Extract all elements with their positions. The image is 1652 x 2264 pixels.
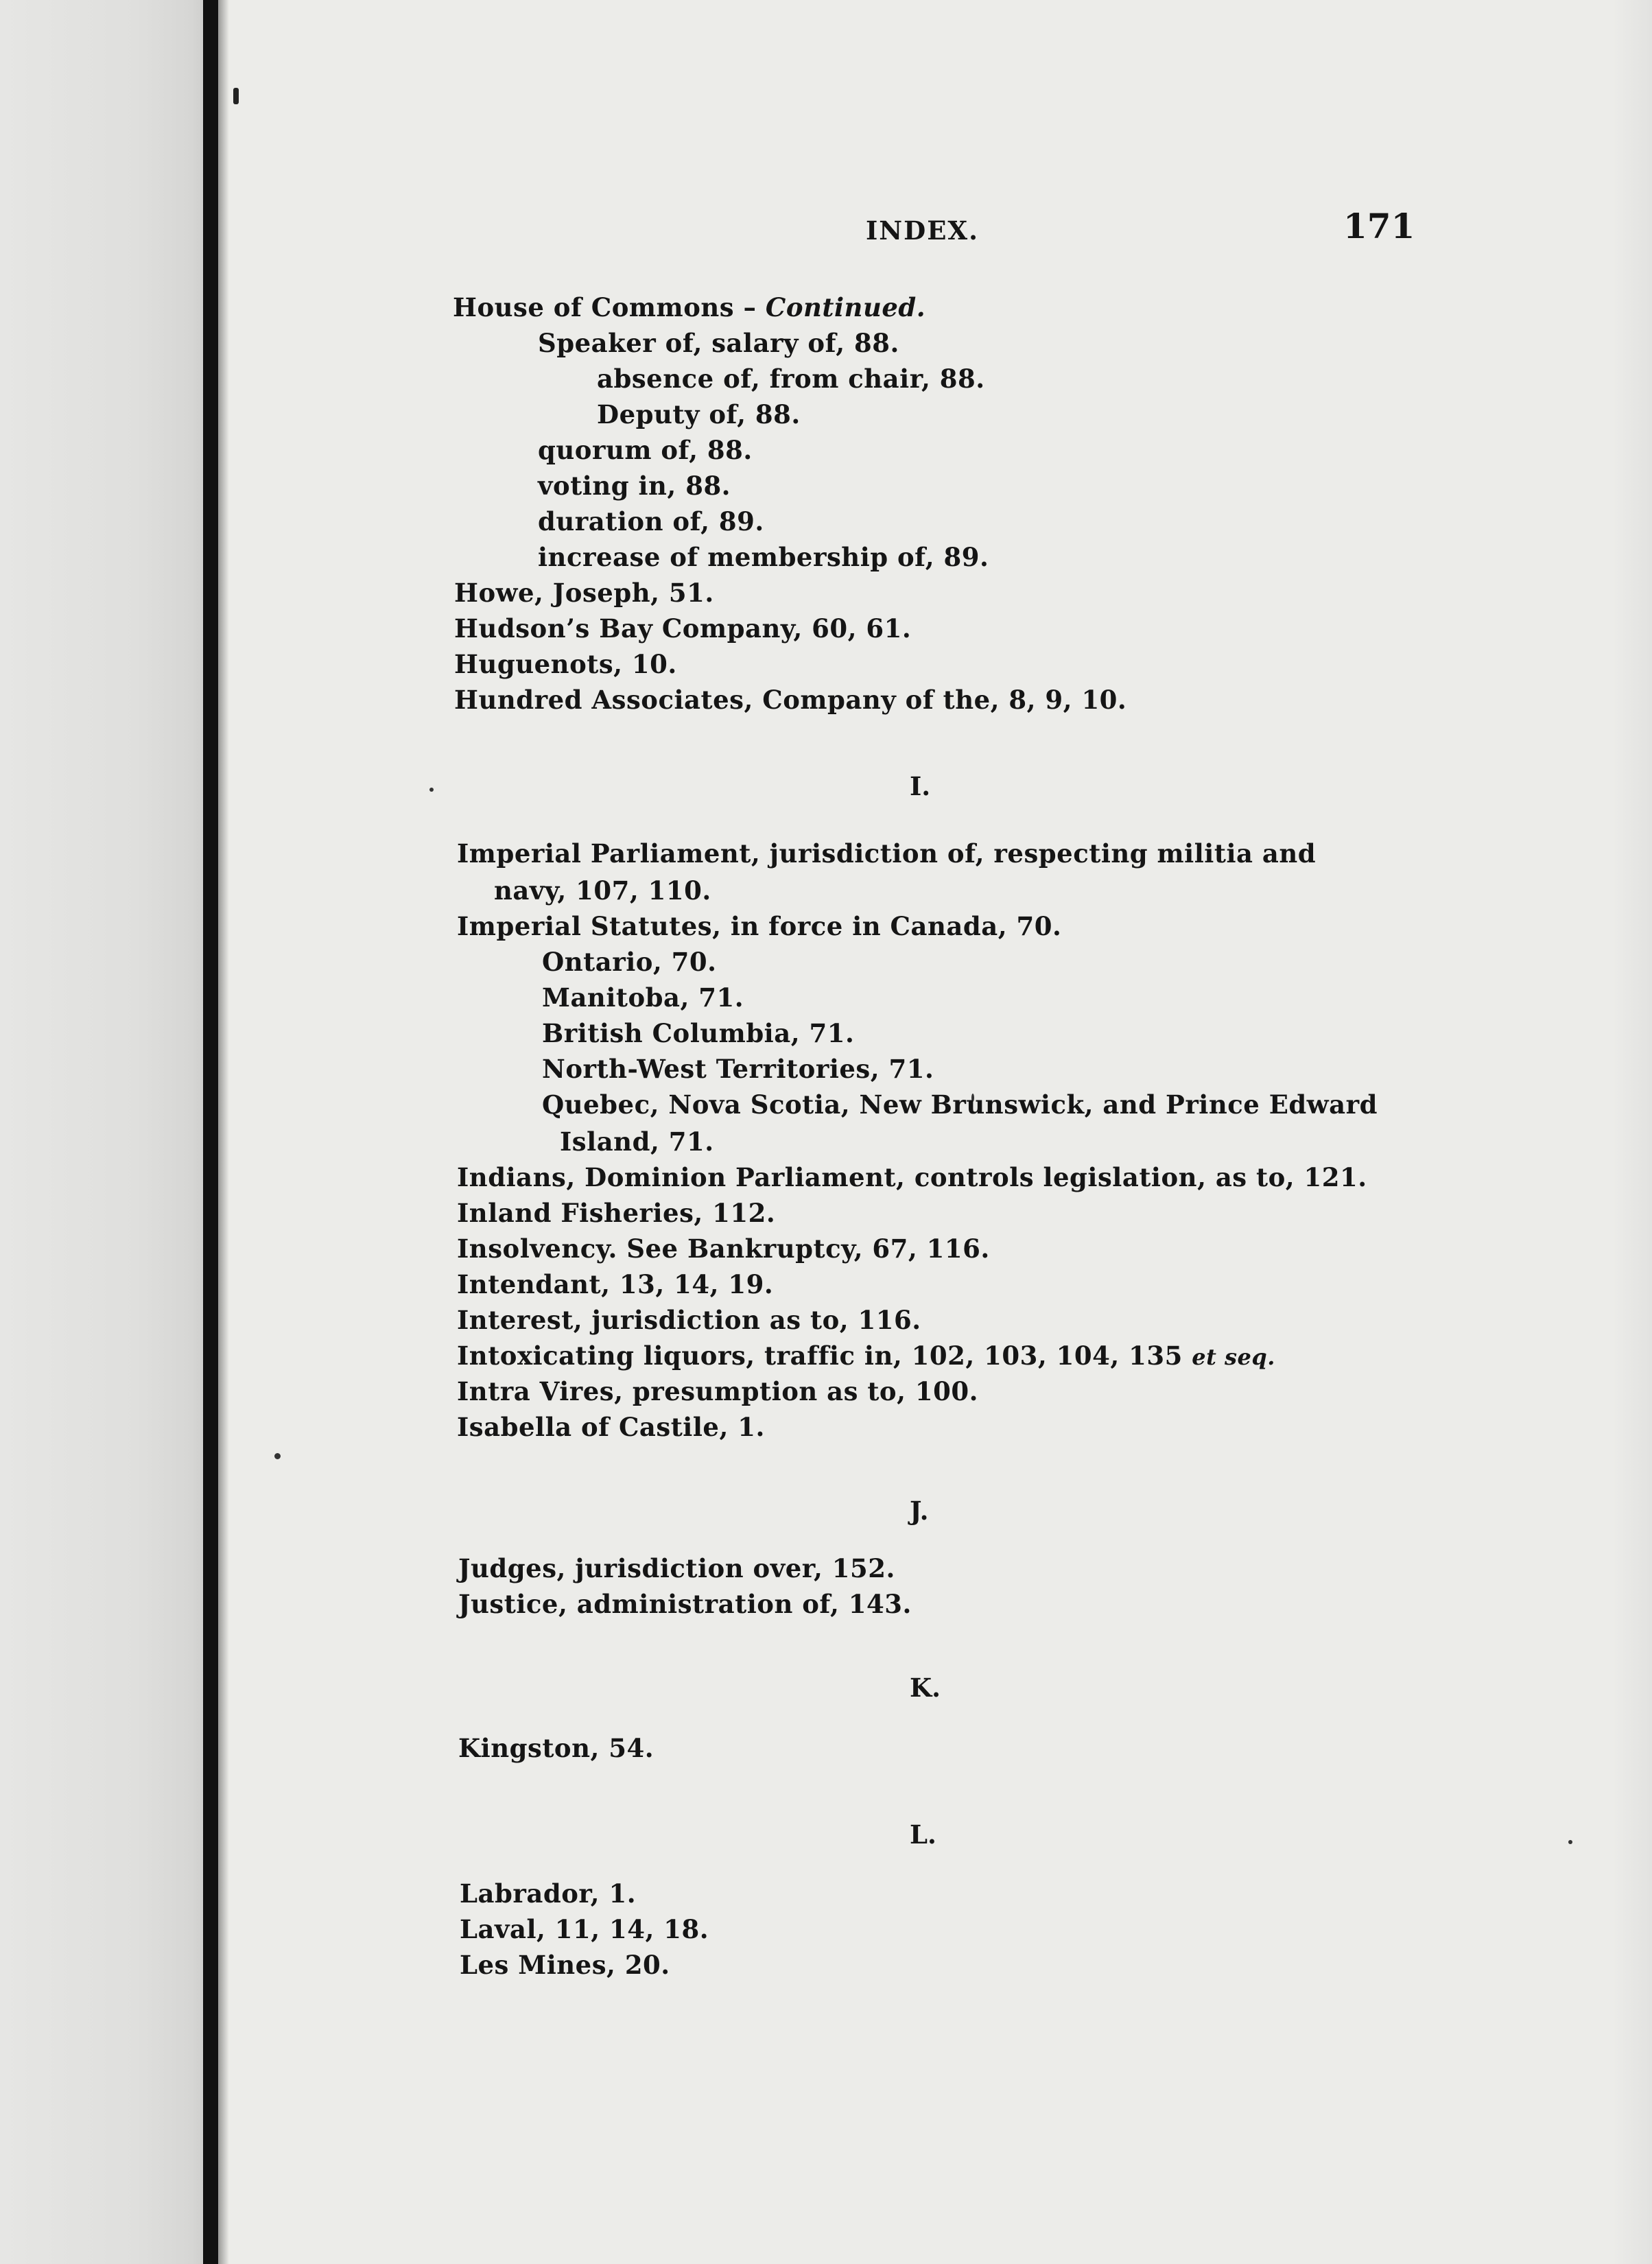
- index-entry: Imperial Statutes, in force in Canada, 70.: [457, 911, 1062, 941]
- index-entry: Isabella of Castile, 1.: [457, 1412, 765, 1442]
- index-subentry: Speaker of, salary of, 88.: [538, 328, 899, 358]
- index-subentry: Quebec, Nova Scotia, New Brunswick, and Prince Edward: [542, 1089, 1378, 1120]
- index-entry: Hundred Associates, Company of the, 8, 9, 10.: [454, 685, 1127, 715]
- entry-head: House of Commons –: [453, 292, 766, 322]
- index-subentry: North-West Territories, 71.: [542, 1054, 934, 1084]
- index-entry: Laval, 11, 14, 18.: [460, 1914, 709, 1944]
- index-entry: Intendant, 13, 14, 19.: [457, 1269, 774, 1299]
- index-subentry: duration of, 89.: [538, 506, 764, 536]
- index-subentry: Manitoba, 71.: [542, 982, 744, 1013]
- index-entry: Intra Vires, presumption as to, 100.: [457, 1376, 978, 1406]
- index-entry: Justice, administration of, 143.: [458, 1589, 912, 1619]
- continued-label: Continued.: [765, 292, 926, 322]
- index-subentry: British Columbia, 71.: [542, 1018, 855, 1048]
- index-subentry-wrap: Island, 71.: [560, 1127, 714, 1157]
- section-letter-k: K.: [910, 1673, 941, 1703]
- section-letter-l: L.: [910, 1819, 936, 1850]
- index-entry: Les Mines, 20.: [460, 1950, 670, 1980]
- running-head: INDEX.: [866, 215, 980, 246]
- entry-text: Intoxicating liquors, traffic in, 102, 103, 104, 135: [457, 1341, 1192, 1371]
- et-seq-label: et seq.: [1192, 1344, 1275, 1370]
- index-subsubentry: Deputy of, 88.: [597, 399, 801, 429]
- index-entry: Indians, Dominion Parliament, controls legislation, as to, 121.: [457, 1162, 1367, 1192]
- index-entry: Kingston, 54.: [458, 1733, 654, 1763]
- index-subentry: quorum of, 88.: [538, 435, 753, 465]
- index-entry: Judges, jurisdiction over, 152.: [458, 1553, 895, 1583]
- index-entry: [457, 1343, 1275, 1369]
- index-entry: Interest, jurisdiction as to, 116.: [457, 1305, 921, 1335]
- index-entry: Insolvency. See Bankruptcy, 67, 116.: [457, 1234, 990, 1264]
- index-entry: Labrador, 1.: [460, 1878, 637, 1909]
- index-entry: Howe, Joseph, 51.: [454, 578, 714, 608]
- index-subentry: increase of membership of, 89.: [538, 542, 989, 572]
- index-subsubentry: absence of, from chair, 88.: [597, 364, 985, 394]
- index-entry: Huguenots, 10.: [454, 649, 677, 679]
- index-entry: Inland Fisheries, 112.: [457, 1198, 776, 1228]
- index-subentry: Ontario, 70.: [542, 947, 717, 977]
- section-letter-j: J.: [910, 1496, 929, 1526]
- index-entry-wrap: navy, 107, 110.: [494, 875, 711, 906]
- index-entry: Hudson’s Bay Company, 60, 61.: [454, 613, 912, 644]
- index-entry: [453, 292, 926, 322]
- page-number: 171: [1343, 206, 1415, 246]
- index-subentry: voting in, 88.: [538, 471, 731, 501]
- section-letter-i: I.: [910, 771, 931, 801]
- index-entry: Imperial Parliament, jurisdiction of, respecting militia and: [457, 838, 1317, 869]
